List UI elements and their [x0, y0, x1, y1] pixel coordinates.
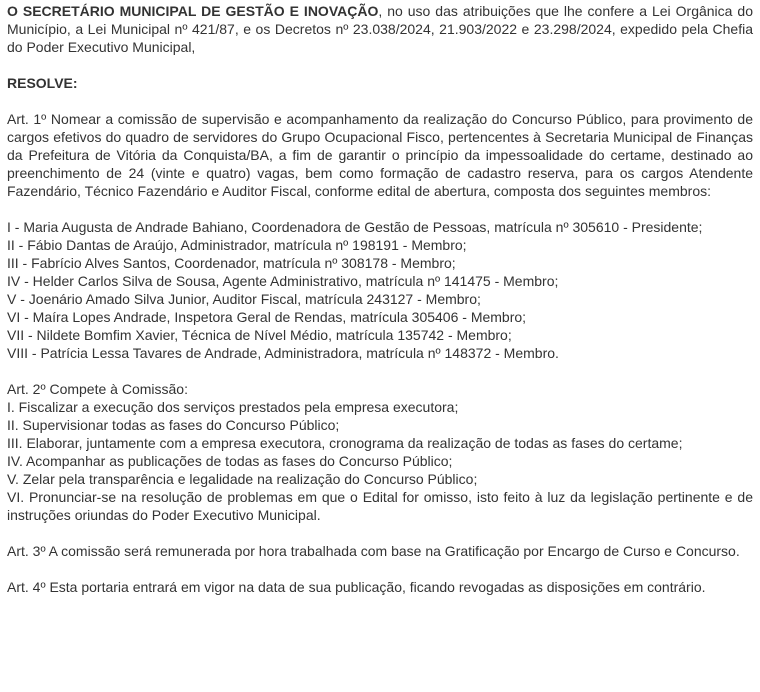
article-2-item: III. Elaborar, juntamente com a empresa executora, cronograma da realização de todas as fases do certame;: [7, 435, 683, 451]
member-item: VI - Maíra Lopes Andrade, Inspetora Geral de Rendas, matrícula 305406 - Membro;: [7, 309, 527, 325]
member-item: III - Fabrício Alves Santos, Coordenador, matrícula nº 308178 - Membro;: [7, 255, 456, 271]
member-item: VIII - Patrícia Lessa Tavares de Andrade, Administradora, matrícula nº 148372 - Membro.: [7, 345, 559, 361]
intro-bold-lead: O SECRETÁRIO MUNICIPAL DE GESTÃO E INOVAÇÃO: [7, 3, 379, 19]
member-item: IV - Helder Carlos Silva de Sousa, Agente Administrativo, matrícula nº 141475 - Membro;: [7, 273, 559, 289]
resolve-heading: RESOLVE:: [7, 75, 78, 91]
article-2-item: I. Fiscalizar a execução dos serviços prestados pela empresa executora;: [7, 399, 459, 415]
article-2-item: VI. Pronunciar-se na resolução de problemas em que o Edital for omisso, isto feito à luz da legislação pertinente e de instruções oriundas do Poder Executivo Municipal.: [7, 489, 753, 523]
article-2-item: II. Supervisionar todas as fases do Concurso Público;: [7, 417, 340, 433]
members-list: [7, 218, 753, 362]
article-1-paragraph: Art. 1º Nomear a comissão de supervisão e acompanhamento da realização do Concurso Público, para provimento de cargos efetivos do quadro de servidores do Grupo Ocupacional Fisco, pertencentes à Secretaria Municipal de Finanças da Prefeitura de Vitória da Conquista/BA, a fim de garantir o princípio da impessoalidade do certame, destinado ao preenchimento de 24 (vinte e quatro) vagas, bem como formação de cadastro reserva, para os cargos Atendente Fazendário, Técnico Fazendário e Auditor Fiscal, conforme edital de abertura, composta dos seguintes membros:: [7, 111, 753, 199]
member-item: VII - Nildete Bomfim Xavier, Técnica de Nível Médio, matrícula 135742 - Membro;: [7, 327, 512, 343]
member-item: I - Maria Augusta de Andrade Bahiano, Coordenadora de Gestão de Pessoas, matrícula nº 305610 - Presidente;: [7, 219, 703, 235]
member-item: II - Fábio Dantas de Araújo, Administrador, matrícula nº 198191 - Membro;: [7, 237, 467, 253]
article-4-paragraph: Art. 4º Esta portaria entrará em vigor na data de sua publicação, ficando revogadas as disposições em contrário.: [7, 579, 706, 595]
member-item: V - Joenário Amado Silva Junior, Auditor Fiscal, matrícula 243127 - Membro;: [7, 291, 481, 307]
intro-rest-text: , no uso das atribuições que lhe confere a Lei Orgânica do Município, a Lei Municipal nº 421/87, e os Decretos nº 23.038/2024, 21.903/2022 e 23.298/2024, expedido pela Chefia do Poder Executivo Municipal,: [7, 3, 753, 55]
article-2-item: IV. Acompanhar as publicações de todas as fases do Concurso Público;: [7, 453, 453, 469]
article-3-paragraph: Art. 3º A comissão será remunerada por hora trabalhada com base na Gratificação por Encargo de Curso e Concurso.: [7, 543, 740, 559]
article-2-section: [7, 380, 753, 524]
intro-paragraph: [7, 2, 753, 56]
article-2-item: V. Zelar pela transparência e legalidade na realização do Concurso Público;: [7, 471, 478, 487]
article-2-heading: Art. 2º Compete à Comissão:: [7, 381, 188, 397]
